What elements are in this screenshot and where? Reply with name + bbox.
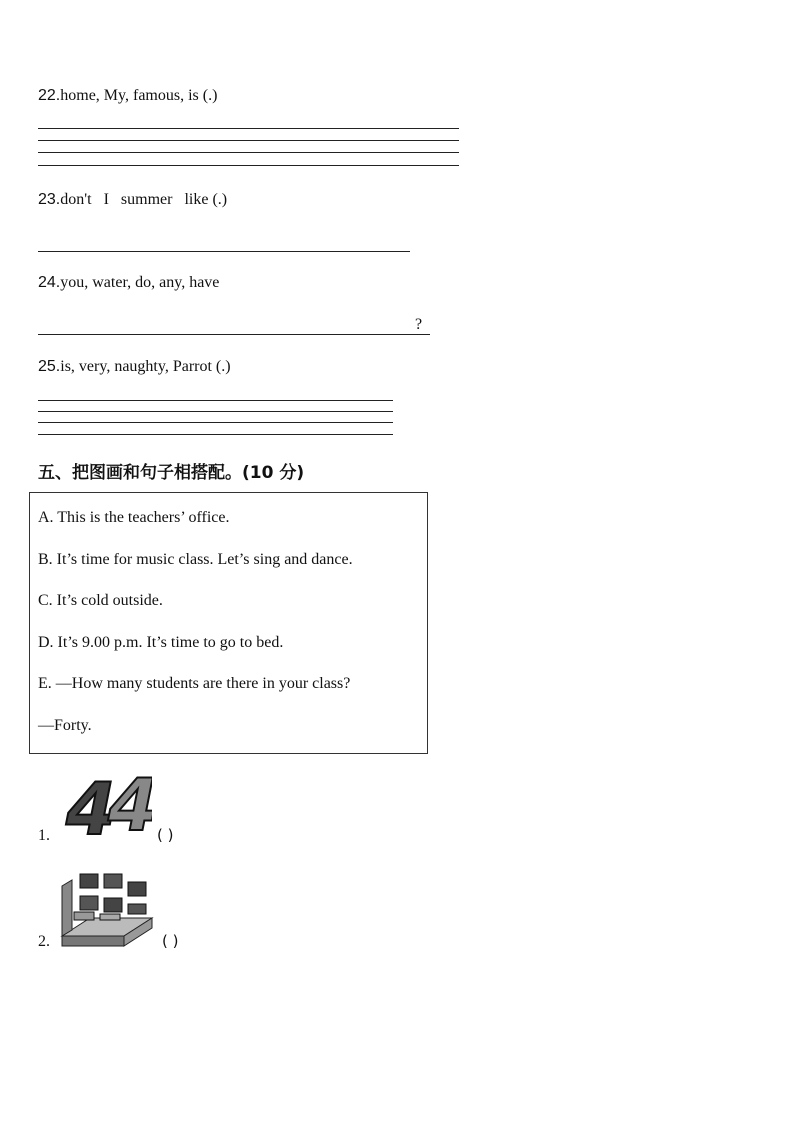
picture-2-label: 2. xyxy=(38,933,50,950)
option-b: B. It’s time for music class. Let’s sing and dance. xyxy=(38,551,353,568)
question-24: 24.you, water, do, any, have xyxy=(38,274,220,291)
answer-line[interactable] xyxy=(38,165,459,166)
answer-line[interactable] xyxy=(38,334,430,335)
answer-line[interactable] xyxy=(38,400,393,401)
section-title: 五、把图画和句子相搭配。(10 分) xyxy=(38,463,305,483)
answer-line[interactable] xyxy=(38,140,459,141)
question-22: 22.home, My, famous, is (.) xyxy=(38,87,218,104)
answer-line[interactable] xyxy=(38,411,393,412)
answer-line[interactable] xyxy=(38,434,393,435)
option-c: C. It’s cold outside. xyxy=(38,592,163,609)
option-e: E. —How many students are there in your class? xyxy=(38,675,351,692)
question-23: 23.don't I summer like (.) xyxy=(38,191,228,208)
answer-paren-1[interactable]: ( ) xyxy=(157,826,174,844)
options-box xyxy=(29,492,428,754)
option-a: A. This is the teachers’ office. xyxy=(38,509,230,526)
number-forty-picture xyxy=(60,760,152,842)
question-mark: ? xyxy=(415,316,423,333)
answer-paren-2[interactable]: ( ) xyxy=(162,932,179,950)
answer-line[interactable] xyxy=(38,422,393,423)
option-e-answer: —Forty. xyxy=(38,717,92,734)
answer-line[interactable] xyxy=(38,251,410,252)
question-25: 25.is, very, naughty, Parrot (.) xyxy=(38,358,231,375)
picture-1-label: 1. xyxy=(38,827,50,844)
office-desks-picture xyxy=(60,866,154,948)
answer-line[interactable] xyxy=(38,128,459,129)
svg-text:40 xyxy=(107,763,152,842)
option-d: D. It’s 9.00 p.m. It’s time to go to bed. xyxy=(38,634,284,651)
answer-line[interactable] xyxy=(38,152,459,153)
svg-text:4: 4 xyxy=(66,767,117,842)
